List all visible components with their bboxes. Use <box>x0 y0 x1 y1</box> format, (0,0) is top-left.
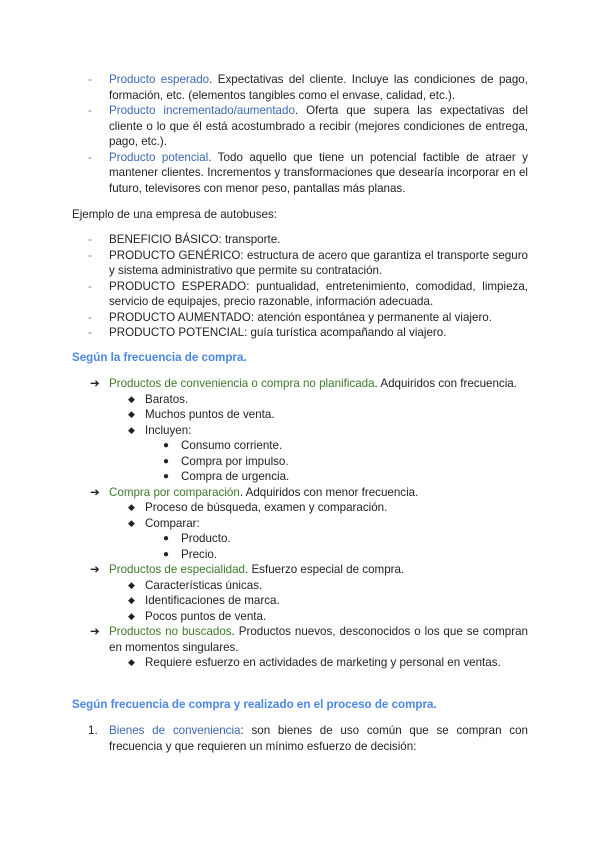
diamond-icon: ◆ <box>128 502 135 512</box>
term-link: Producto esperado <box>109 73 210 86</box>
list-item: ➔ Productos de conveniencia o compra no planificada. Adquiridos con frecuencia. <box>90 377 517 390</box>
list-item: - PRODUCTO AUMENTADO: atención espontánea y permanente al viajero. <box>88 310 492 324</box>
list-item: ➔ Productos de especialidad. Esfuerzo especial de compra. <box>90 563 405 576</box>
sub-item: ◆ Proceso de búsqueda, examen y comparación. <box>128 501 388 514</box>
diamond-icon: ◆ <box>128 579 135 590</box>
diamond-icon: ◆ <box>128 393 135 404</box>
term-link: Producto incrementado/aumentado <box>109 104 295 117</box>
diamond-icon: ◆ <box>128 657 135 667</box>
term-link: Producto potencial <box>109 150 209 164</box>
frequency-list <box>0 376 600 671</box>
sub-item: ◆ Incluyen: <box>128 423 192 437</box>
sub-sub-item: ● Consumo corriente. <box>163 439 283 452</box>
bullet-icon: ● <box>163 440 170 451</box>
numbered-list <box>0 723 600 754</box>
diamond-icon: ◆ <box>128 595 135 605</box>
arrow-icon: ➔ <box>90 377 100 390</box>
sub-item: ◆ Comparar: <box>128 516 200 530</box>
bullet-icon: ● <box>163 471 170 482</box>
sub-sub-item: ● Precio. <box>163 547 218 561</box>
list-item: - Producto potencial. Todo aquello que tiene un potencial factible de atraer y mantener clientes. Incrementos y transformaciones que desearía incorporar en el futuro, televisores con menor peso, pantallas más planas. <box>88 150 528 195</box>
list-item: - Producto incrementado/aumentado. Oferta que supera las expectativas del cliente o lo que él está acostumbrado a recibir (mejores condiciones de entrega, pago, etc.). <box>88 104 528 148</box>
bullet-icon: ● <box>163 455 170 467</box>
arrow-icon: ➔ <box>90 563 100 576</box>
diamond-icon: ◆ <box>128 424 135 435</box>
list-item: ➔ Compra por comparación. Adquiridos con menor frecuencia. <box>90 485 419 499</box>
list-item: - PRODUCTO POTENCIAL: guía turística acompañando al viajero. <box>88 326 447 339</box>
bus-example-list <box>0 232 600 341</box>
list-number: 1. <box>88 724 98 737</box>
list-item: - Producto esperado. Expectativas del cliente. Incluye las condiciones de pago, formación, etc. (elementos tangibles como el envase, calidad, etc.). <box>88 73 528 102</box>
sub-item: ◆ Baratos. <box>128 392 189 406</box>
section-heading: Según frecuencia de compra y realizado en el proceso de compra. <box>72 698 437 711</box>
sub-item: ◆ Características únicas. <box>128 578 263 592</box>
arrow-icon: ➔ <box>90 485 100 499</box>
dash-bullet: - <box>88 150 92 164</box>
list-item: - BENEFICIO BÁSICO: transporte. <box>88 233 281 246</box>
diamond-icon: ◆ <box>128 517 135 528</box>
diamond-icon: ◆ <box>128 610 135 621</box>
sub-item: ◆ Muchos puntos de venta. <box>128 408 275 421</box>
dash-bullet: - <box>88 104 92 117</box>
sub-item: ◆ Pocos puntos de venta. <box>128 609 267 623</box>
list-item: ➔ Productos no buscados. Productos nuevos, desconocidos o los que se compran en momentos singulares. <box>90 625 528 654</box>
list-item: 1. Bienes de conveniencia: son bienes de uso común que se compran con frecuencia y que requieren un mínimo esfuerzo de decisión: <box>88 724 528 753</box>
sub-sub-item: ● Compra de urgencia. <box>163 470 290 483</box>
bullet-icon: ● <box>163 548 170 560</box>
diamond-icon: ◆ <box>128 409 135 419</box>
list-item: - PRODUCTO ESPERADO: puntualidad, entretenimiento, comodidad, limpieza, servicio de equipajes, precio razonable, información adecuada. <box>88 279 528 308</box>
sub-item: ◆ Identificaciones de marca. <box>128 594 280 607</box>
section-heading: Según la frecuencia de compra. <box>72 351 247 364</box>
arrow-icon: ➔ <box>90 625 100 638</box>
sub-sub-item: ● Producto. <box>163 532 231 545</box>
bullet-icon: ● <box>163 533 170 544</box>
product-levels-list <box>0 72 600 196</box>
sub-item: ◆ Requiere esfuerzo en actividades de marketing y personal en ventas. <box>128 656 501 669</box>
dash-bullet: - <box>88 73 92 86</box>
example-intro: Ejemplo de una empresa de autobuses: <box>72 208 277 221</box>
list-item: - PRODUCTO GENÉRICO: estructura de acero que garantiza el transporte seguro y sistema administrativo que permite su contratación. <box>88 248 528 277</box>
sub-sub-item: ● Compra por impulso. <box>163 454 289 468</box>
